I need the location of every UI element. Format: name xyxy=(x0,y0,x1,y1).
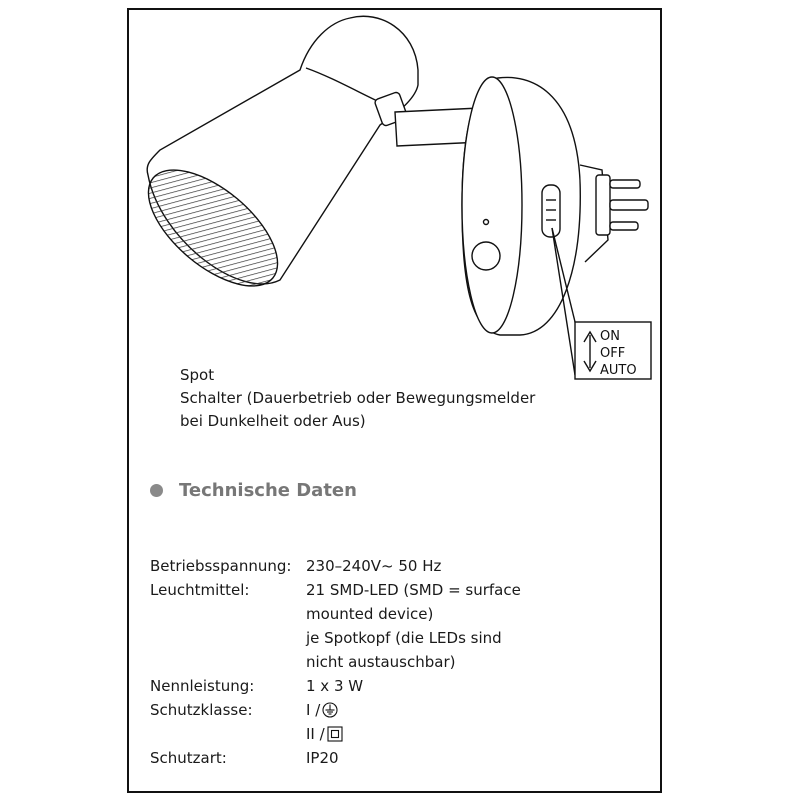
caption-line: bei Dunkelheit oder Aus) xyxy=(180,412,366,430)
earth-ground-icon xyxy=(322,702,338,718)
switch-option-off: OFF xyxy=(600,346,626,361)
spec-value: 230–240V~ 50 Hz xyxy=(306,557,442,575)
illustration-caption xyxy=(180,364,535,433)
spec-value: nicht austauschbar) xyxy=(306,653,456,671)
caption-line: Spot xyxy=(180,366,215,384)
spec-row xyxy=(150,578,521,602)
spec-value: 1 x 3 W xyxy=(306,677,364,695)
spec-value xyxy=(306,722,343,746)
spec-row xyxy=(150,626,521,650)
spec-row xyxy=(150,602,521,626)
spec-value: je Spotkopf (die LEDs sind xyxy=(306,629,502,647)
spec-row xyxy=(150,650,521,674)
spec-label: Schutzklasse: xyxy=(150,701,253,719)
spec-row xyxy=(150,722,521,746)
spec-row xyxy=(150,698,521,722)
spec-row xyxy=(150,554,521,578)
double-insulation-icon xyxy=(327,726,343,742)
switch-option-on: ON xyxy=(600,329,620,344)
spec-row xyxy=(150,674,521,698)
switch-option-auto: AUTO xyxy=(600,363,637,378)
spec-value: mounted device) xyxy=(306,605,434,623)
spec-table xyxy=(150,554,521,770)
spec-value: 21 SMD-LED (SMD = surface xyxy=(306,581,521,599)
spec-label: Betriebsspannung: xyxy=(150,557,292,575)
section-title: Technische Daten xyxy=(179,480,357,501)
spec-label: Nennleistung: xyxy=(150,677,255,695)
spec-value: IP20 xyxy=(306,749,339,767)
protection-class-1: I / xyxy=(306,701,321,719)
protection-class-2: II / xyxy=(306,725,325,743)
spec-row xyxy=(150,746,521,770)
section-heading xyxy=(150,480,357,501)
spec-label: Schutzart: xyxy=(150,749,227,767)
bullet-icon xyxy=(150,484,163,497)
caption-line: Schalter (Dauerbetrieb oder Bewegungsmelder xyxy=(180,389,536,407)
lamp-illustration xyxy=(127,8,662,408)
spec-value xyxy=(306,698,338,722)
spec-label: Leuchtmittel: xyxy=(150,581,250,599)
